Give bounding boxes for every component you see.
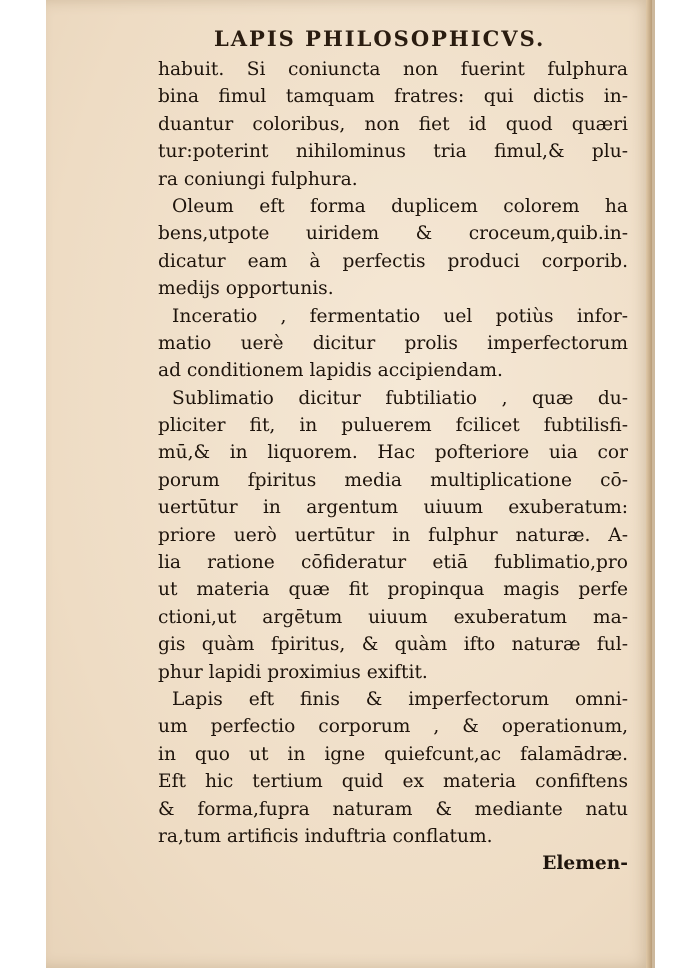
text-line: ctioni,ut argētum uiuum exuberatum ma- xyxy=(158,606,628,628)
text-line: habuit. Si coniuncta non fuerint fulphura xyxy=(158,59,628,80)
text-line: mū,& in liquorem. Hac pofteriore uia cor xyxy=(158,442,628,464)
text-line: Eft hic tertium quid ex materia confiftens xyxy=(158,771,628,793)
text-line: medijs opportunis. xyxy=(158,278,334,300)
text-line: & forma,fupra naturam & mediante natu xyxy=(158,798,628,820)
text-line: bens,utpote uiridem & croceum,quib.in- xyxy=(158,223,628,245)
running-head: LAPIS PHILOSOPHICVS. xyxy=(214,26,546,51)
text-block xyxy=(158,56,628,878)
page-edge xyxy=(646,0,652,968)
text-line: Lapis eft finis & imperfectorum omni- xyxy=(172,688,628,710)
book-page xyxy=(46,0,655,968)
text-line: matio uerè dicitur prolis imperfectorum xyxy=(158,332,628,354)
text-line: ra,tum artificis induftria conflatum. xyxy=(158,825,493,847)
text-line: dicatur eam à perfectis produci corporib. xyxy=(158,250,628,272)
text-line: priore uerò uertūtur in fulphur naturæ. A- xyxy=(158,524,628,546)
text-line: Oleum eft forma duplicem colorem ha xyxy=(172,195,628,217)
text-line: Sublimatio dicitur fubtiliatio , quæ du- xyxy=(172,387,628,409)
text-line: um perfectio corporum , & operationum, xyxy=(158,716,628,738)
text-line: porum fpiritus media multiplicatione cō- xyxy=(158,469,628,491)
catchword: Elemen- xyxy=(542,853,628,875)
text-line: duantur coloribus, non fiet id quod quæri xyxy=(158,113,628,135)
text-line: Inceratio , fermentatio uel potiùs infor- xyxy=(172,305,628,327)
text-line: lia ratione cōfideratur etiā fublimatio,pro xyxy=(158,552,628,574)
text-line: bina fimul tamquam fratres: qui dictis in- xyxy=(158,86,628,108)
text-line: pliciter fit, in puluerem fcilicet fubtilisfi- xyxy=(158,415,628,437)
text-line: ad conditionem lapidis accipiendam. xyxy=(158,360,503,382)
text-line: gis quàm fpiritus, & quàm ifto naturæ ful- xyxy=(158,634,628,656)
text-line: ra coniungi fulphura. xyxy=(158,168,358,190)
text-line: phur lapidi proximius exiftit. xyxy=(158,661,428,683)
text-line: tur:poterint nihilominus tria fimul,& plu- xyxy=(158,141,628,163)
text-line: uertūtur in argentum uiuum exuberatum: xyxy=(158,497,628,519)
text-line: ut materia quæ fit propinqua magis perfe xyxy=(158,579,628,601)
text-line: in quo ut in igne quiefcunt,ac falamādræ. xyxy=(158,743,628,765)
